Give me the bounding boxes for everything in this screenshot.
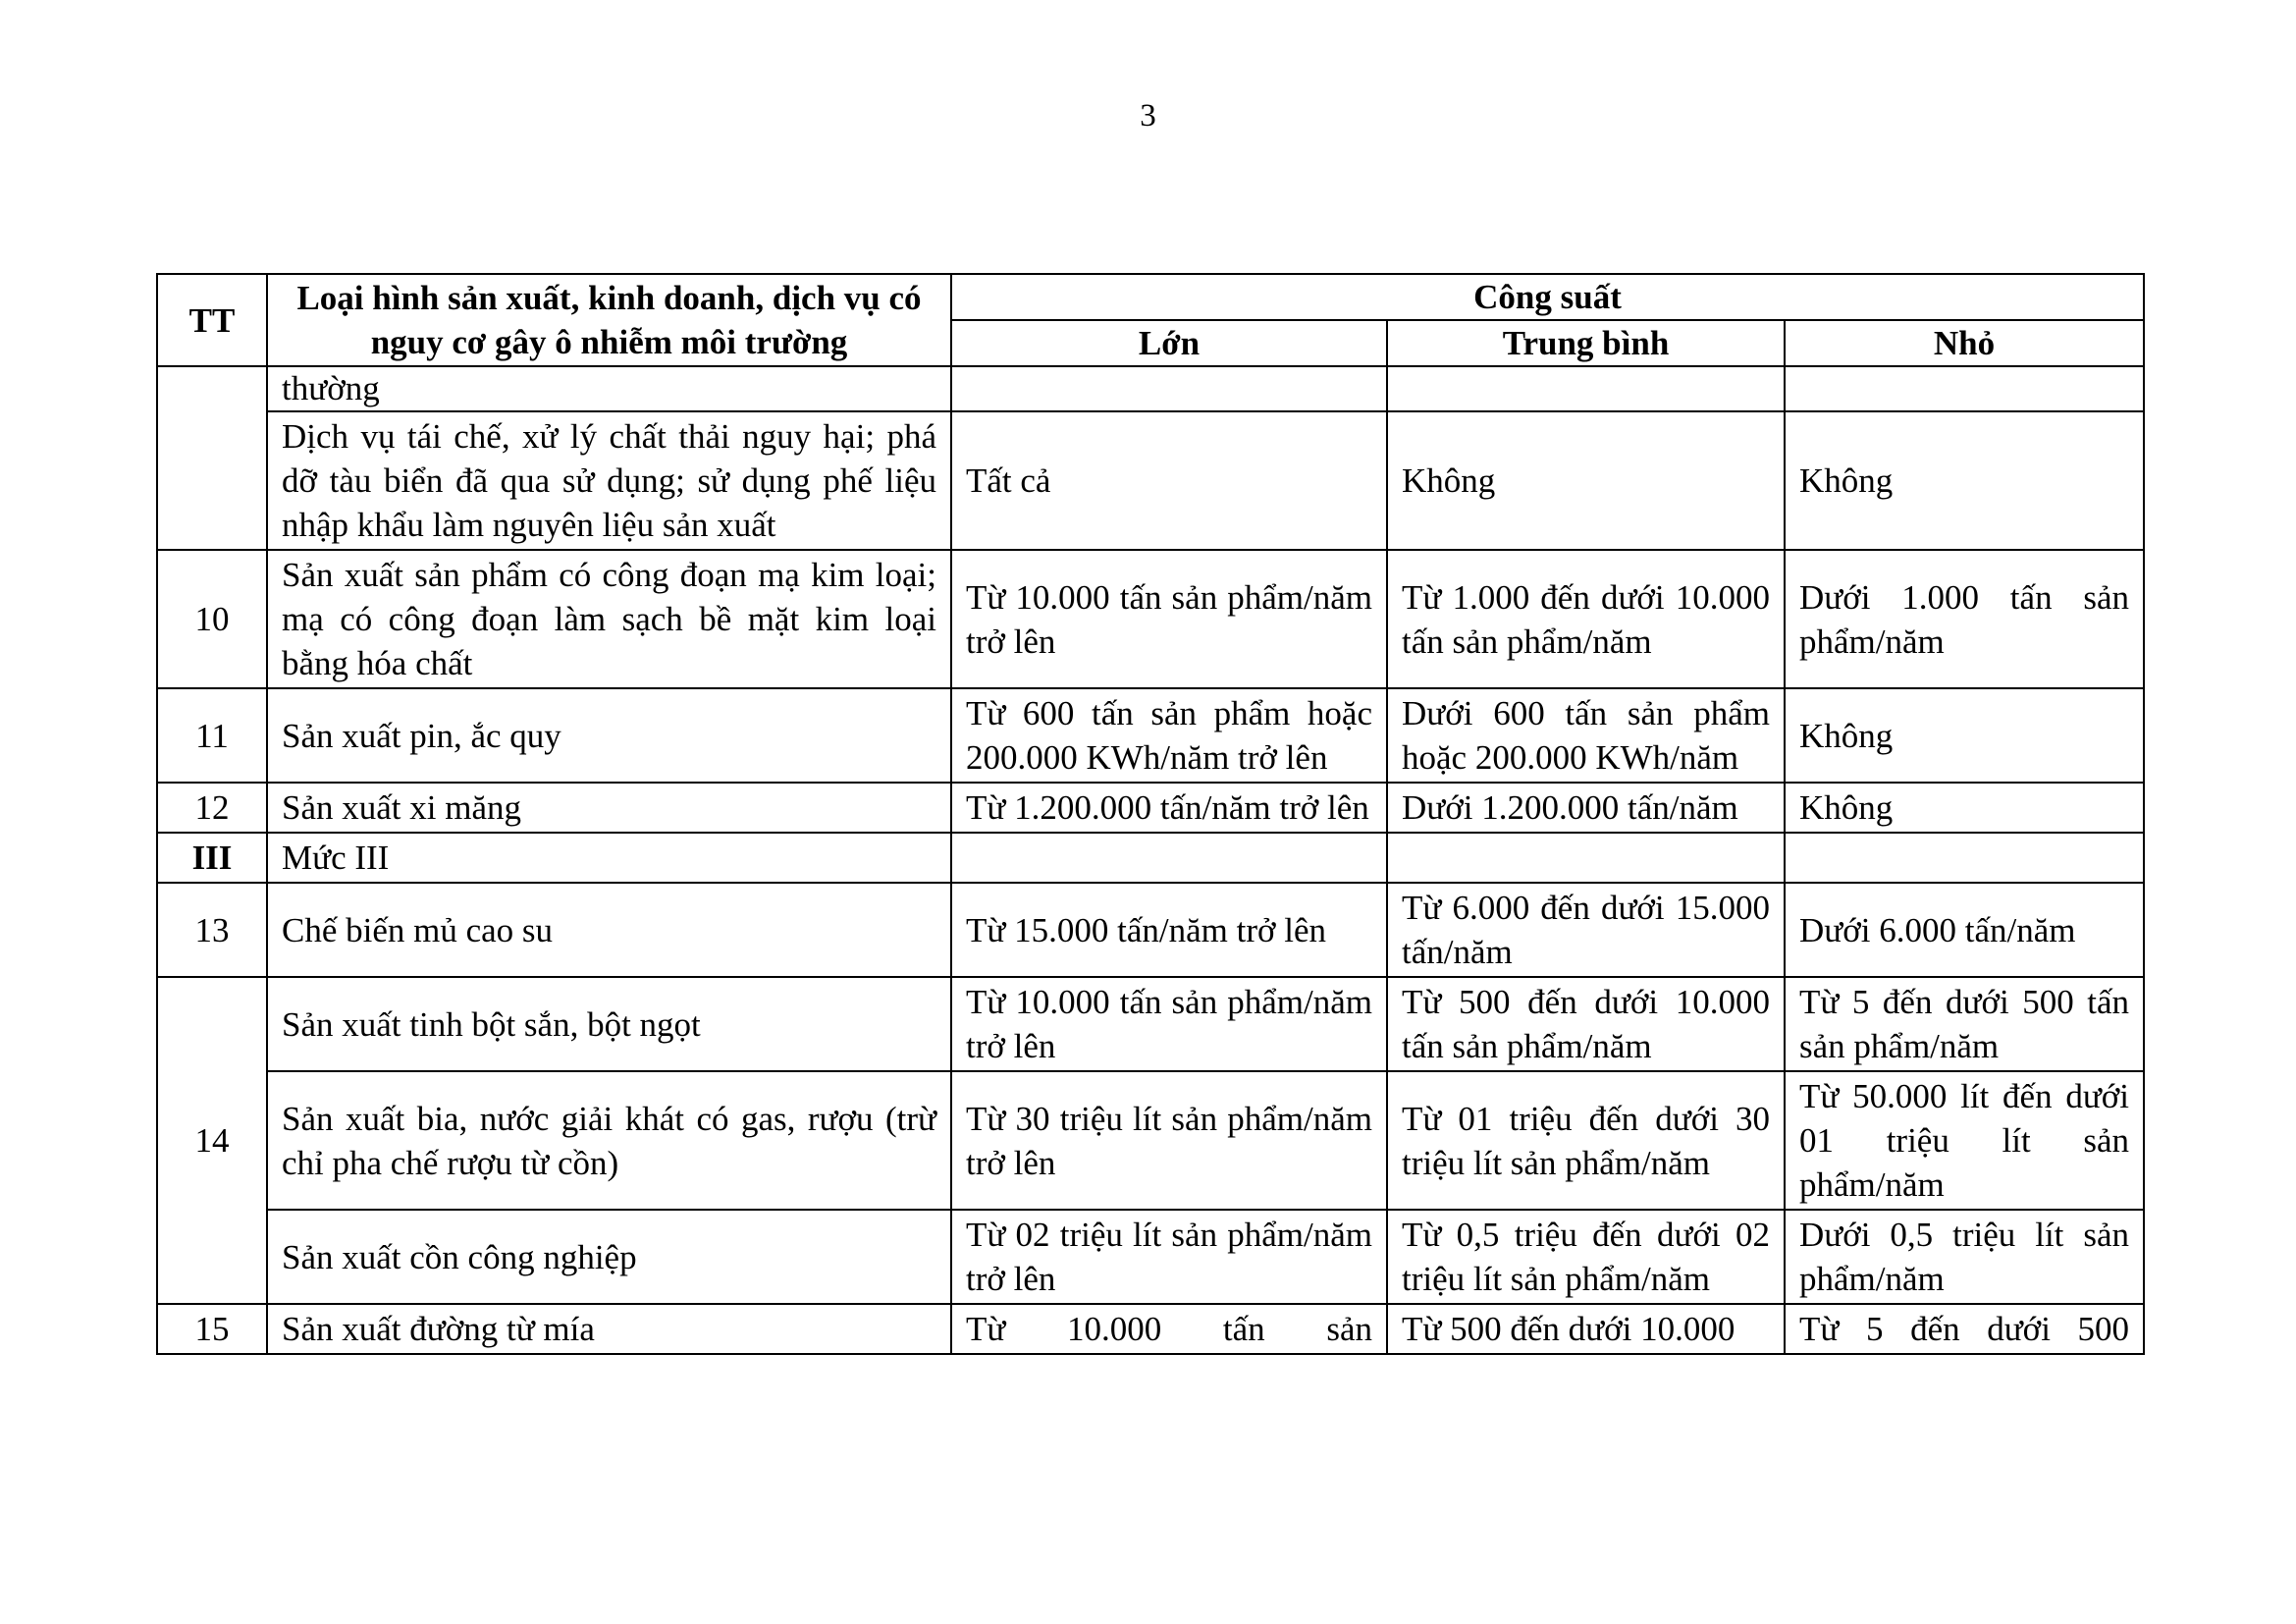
row-small bbox=[1785, 366, 2144, 411]
row-large: Từ 10.000 tấn sản phẩm/năm trở lên bbox=[951, 550, 1387, 688]
row-tt: 14 bbox=[157, 977, 267, 1304]
header-large: Lớn bbox=[951, 320, 1387, 366]
row-large: Từ 30 triệu lít sản phẩm/năm trở lên bbox=[951, 1071, 1387, 1210]
row-large: Từ 1.200.000 tấn/năm trở lên bbox=[951, 783, 1387, 833]
table-row bbox=[157, 1304, 2144, 1354]
header-capacity: Công suất bbox=[951, 274, 2144, 320]
row-small: Từ 5 đến dưới 500 bbox=[1785, 1304, 2144, 1354]
header-tt: TT bbox=[157, 274, 267, 366]
row-type: Sản xuất bia, nước giải khát có gas, rượu (trừ chỉ pha chế rượu từ cồn) bbox=[267, 1071, 951, 1210]
row-type: Dịch vụ tái chế, xử lý chất thải nguy hại; phá dỡ tàu biển đã qua sử dụng; sử dụng phế liệu nhập khẩu làm nguyên liệu sản xuất bbox=[267, 411, 951, 550]
table-row bbox=[157, 883, 2144, 977]
row-medium: Không bbox=[1387, 411, 1785, 550]
row-type: Sản xuất sản phẩm có công đoạn mạ kim loại; mạ có công đoạn làm sạch bề mặt kim loại bằng hóa chất bbox=[267, 550, 951, 688]
row-small: Từ 5 đến dưới 500 tấn sản phẩm/năm bbox=[1785, 977, 2144, 1071]
row-small: Từ 50.000 lít đến dưới 01 triệu lít sản phẩm/năm bbox=[1785, 1071, 2144, 1210]
table-row bbox=[157, 783, 2144, 833]
row-large: Từ 15.000 tấn/năm trở lên bbox=[951, 883, 1387, 977]
row-medium: Dưới 1.200.000 tấn/năm bbox=[1387, 783, 1785, 833]
row-medium: Từ 500 đến dưới 10.000 tấn sản phẩm/năm bbox=[1387, 977, 1785, 1071]
row-small: Dưới 1.000 tấn sản phẩm/năm bbox=[1785, 550, 2144, 688]
header-row-1 bbox=[157, 274, 2144, 320]
header-small: Nhỏ bbox=[1785, 320, 2144, 366]
row-tt: 13 bbox=[157, 883, 267, 977]
table-row bbox=[157, 550, 2144, 688]
row-medium bbox=[1387, 366, 1785, 411]
row-tt: 11 bbox=[157, 688, 267, 783]
row-medium: Từ 6.000 đến dưới 15.000 tấn/năm bbox=[1387, 883, 1785, 977]
page-number: 3 bbox=[1140, 98, 1156, 134]
row-type: Sản xuất xi măng bbox=[267, 783, 951, 833]
table-row bbox=[157, 1210, 2144, 1304]
row-large: Từ 10.000 tấn sản phẩm/năm trở lên bbox=[951, 977, 1387, 1071]
capacity-table bbox=[156, 273, 2145, 1355]
table-row bbox=[157, 688, 2144, 783]
row-small: Không bbox=[1785, 688, 2144, 783]
row-tt: 12 bbox=[157, 783, 267, 833]
row-type: Sản xuất cồn công nghiệp bbox=[267, 1210, 951, 1304]
row-type: Sản xuất đường từ mía bbox=[267, 1304, 951, 1354]
section-tt: III bbox=[157, 833, 267, 883]
row-large: Từ 02 triệu lít sản phẩm/năm trở lên bbox=[951, 1210, 1387, 1304]
row-large: Tất cả bbox=[951, 411, 1387, 550]
row-type: thường bbox=[267, 366, 951, 411]
row-medium: Từ 1.000 đến dưới 10.000 tấn sản phẩm/năm bbox=[1387, 550, 1785, 688]
section-row bbox=[157, 833, 2144, 883]
header-type: Loại hình sản xuất, kinh doanh, dịch vụ có nguy cơ gây ô nhiễm môi trường bbox=[267, 274, 951, 366]
row-large: Từ 10.000 tấn sản bbox=[951, 1304, 1387, 1354]
row-small: Dưới 0,5 triệu lít sản phẩm/năm bbox=[1785, 1210, 2144, 1304]
row-large bbox=[951, 366, 1387, 411]
row-small bbox=[1785, 833, 2144, 883]
row-tt: 10 bbox=[157, 550, 267, 688]
row-tt bbox=[157, 366, 267, 550]
table-row bbox=[157, 366, 2144, 411]
row-type: Chế biến mủ cao su bbox=[267, 883, 951, 977]
section-title: Mức III bbox=[267, 833, 951, 883]
row-tt: 15 bbox=[157, 1304, 267, 1354]
row-medium: Dưới 600 tấn sản phẩm hoặc 200.000 KWh/năm bbox=[1387, 688, 1785, 783]
header-medium: Trung bình bbox=[1387, 320, 1785, 366]
row-medium: Từ 0,5 triệu đến dưới 02 triệu lít sản phẩm/năm bbox=[1387, 1210, 1785, 1304]
row-type: Sản xuất tinh bột sắn, bột ngọt bbox=[267, 977, 951, 1071]
row-type: Sản xuất pin, ắc quy bbox=[267, 688, 951, 783]
row-small: Không bbox=[1785, 783, 2144, 833]
table-row bbox=[157, 411, 2144, 550]
row-large: Từ 600 tấn sản phẩm hoặc 200.000 KWh/năm trở lên bbox=[951, 688, 1387, 783]
row-medium: Từ 01 triệu đến dưới 30 triệu lít sản phẩm/năm bbox=[1387, 1071, 1785, 1210]
row-medium bbox=[1387, 833, 1785, 883]
table-row bbox=[157, 1071, 2144, 1210]
row-small: Không bbox=[1785, 411, 2144, 550]
row-medium: Từ 500 đến dưới 10.000 bbox=[1387, 1304, 1785, 1354]
table-row bbox=[157, 977, 2144, 1071]
row-small: Dưới 6.000 tấn/năm bbox=[1785, 883, 2144, 977]
row-large bbox=[951, 833, 1387, 883]
